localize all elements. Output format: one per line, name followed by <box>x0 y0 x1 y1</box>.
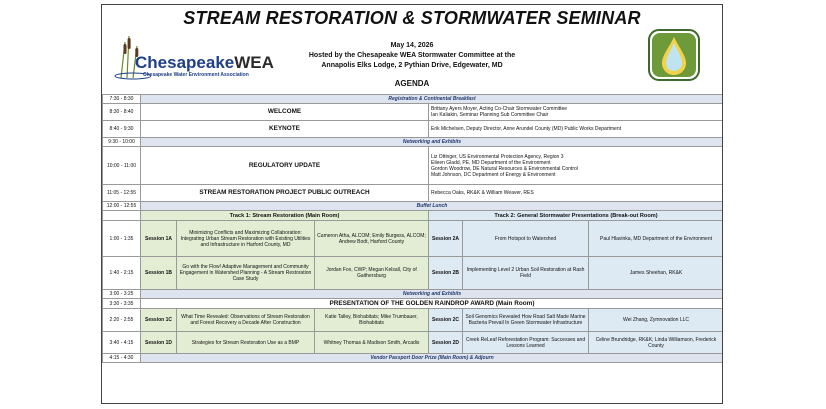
speaker-line: Matt Johnson, DC Department of Energy & Environment <box>431 171 556 178</box>
session-label: Session 1C <box>141 309 177 332</box>
document-header <box>102 5 722 95</box>
session-label: Session 2C <box>429 309 463 332</box>
session-label: Session 2B <box>429 257 463 290</box>
break-band: Vendor Passport Door Prize (Main Room) & Adjourn <box>141 354 724 363</box>
track-header-row <box>103 211 724 221</box>
speaker-line: Rebecca Oaks, RK&K & William Weaver, RES <box>431 190 534 196</box>
session-talk-title: From Hotspot to Watershed <box>463 221 589 257</box>
row-time: 10:00 - 11:00 <box>103 147 141 185</box>
row-time: 8:30 - 8:40 <box>103 104 141 121</box>
session-presenters: Cameron Atha, ALCOM; Emily Burgess, ALCOM; Andrew Bodt, Harford County <box>315 221 429 257</box>
speaker-line: Erik Michelsen, Deputy Director, Anne Arundel County (MD) Public Works Department <box>431 126 621 132</box>
row-time: 4:15 - 4:30 <box>103 354 141 363</box>
agenda-row-welcome <box>103 104 724 121</box>
session-title: REGULATORY UPDATE <box>141 147 429 185</box>
agenda-heading: AGENDA <box>394 79 430 88</box>
session-label: Session 1D <box>141 332 177 354</box>
session-talk-title: What Time Revealed: Observations of Stream Restoration and Forest Recovery a Decade After Construction <box>177 309 315 332</box>
agenda-document <box>101 4 723 404</box>
session-presenters: Wei Zhang, Zymnovation LLC <box>589 309 724 332</box>
seminar-title: STREAM RESTORATION & STORMWATER SEMINAR <box>183 8 641 28</box>
session-talk-title: Soil Genomics Revealed How Road Salt Made Marine Bacteria Prevail In Green Stormwater Infrastructure <box>463 309 589 332</box>
agenda-row-regulatory <box>103 147 724 185</box>
agenda-row-keynote <box>103 121 724 138</box>
agenda-row-adjourn <box>103 354 724 363</box>
row-time: 1:00 - 1:35 <box>103 221 141 257</box>
session-presenters: Celine Brundridge, RK&K; Linda Williamson, Frederick County <box>589 332 724 354</box>
session-title: STREAM RESTORATION PROJECT PUBLIC OUTREACH <box>141 185 429 202</box>
event-host: Hosted by the Chesapeake WEA Stormwater Committee at the <box>308 52 516 59</box>
agenda-row-lunch <box>103 202 724 211</box>
break-band: Networking and Exhibits <box>141 290 724 299</box>
row-time: 3:30 - 3:35 <box>103 299 141 309</box>
session-talk-title: Implementing Level 2 Urban Soil Restoration at Rash Field <box>463 257 589 290</box>
speaker-cell <box>429 147 724 185</box>
break-band: Networking and Exhibits <box>141 138 724 147</box>
agenda-row-registration <box>103 95 724 104</box>
speaker-line: Eileen Gladd, PE, MD Department of the Environment <box>431 159 551 166</box>
row-time: 7:30 - 8:30 <box>103 95 141 104</box>
row-time: 12:00 - 12:55 <box>103 202 141 211</box>
speaker-line: Brittany Ayers Moyer, Acting Co-Chair Stormwater Committee <box>431 106 568 112</box>
row-time: 3:00 - 3:25 <box>103 290 141 299</box>
speaker-cell <box>429 121 724 138</box>
row-time: 8:40 - 9:30 <box>103 121 141 138</box>
row-time <box>103 211 141 221</box>
session-row-c <box>103 309 724 332</box>
break-band: Buffet Lunch <box>141 202 724 211</box>
award-title: PRESENTATION OF THE GOLDEN RAINDROP AWARD (Main Room) <box>141 299 724 309</box>
row-time: 11:05 - 12:55 <box>103 185 141 202</box>
logo-name-part1: Chesapeake <box>135 53 235 72</box>
row-time: 3:40 - 4:15 <box>103 332 141 354</box>
row-time: 1:40 - 2:15 <box>103 257 141 290</box>
session-row-b <box>103 257 724 290</box>
event-venue: Annapolis Elks Lodge, 2 Pythian Drive, Edgewater, MD <box>321 62 503 69</box>
track1-header: Track 1: Stream Restoration (Main Room) <box>141 211 429 221</box>
session-label: Session 1A <box>141 221 177 257</box>
session-label: Session 2D <box>429 332 463 354</box>
row-time: 2:20 - 2:55 <box>103 309 141 332</box>
agenda-table <box>102 94 723 363</box>
session-talk-title: Strategies for Stream Restoration Use as a BMP <box>177 332 315 354</box>
speaker-cell <box>429 185 724 202</box>
agenda-row-networking-2 <box>103 290 724 299</box>
logo-name-part2: WEA <box>234 53 274 72</box>
logo-subtitle: Chesapeake Water Environment Association <box>143 72 249 78</box>
track2-header: Track 2: General Stormwater Presentations (Break-out Room) <box>429 211 724 221</box>
session-presenters: Paul Hlavinka, MD Department of the Environment <box>589 221 724 257</box>
row-time: 9:30 - 10:00 <box>103 138 141 147</box>
event-info <box>102 41 722 71</box>
session-title: WELCOME <box>141 104 429 121</box>
agenda-row-award <box>103 299 724 309</box>
session-label: Session 1B <box>141 257 177 290</box>
session-presenters: Jordan Fox, CWP; Megan Kelsall, City of Gaithersburg <box>315 257 429 290</box>
session-row-a <box>103 221 724 257</box>
session-talk-title: Minimizing Conflicts and Maximizing Collaboration: Integrating Urban Stream Restoration with Existing Utilities and Infrastructure in Harford County, MD <box>177 221 315 257</box>
session-row-d <box>103 332 724 354</box>
speaker-line: Gordon Woodrow, DE Natural Resources & Environmental Control <box>431 165 578 172</box>
event-date: May 14, 2026 <box>390 42 434 49</box>
speaker-cell <box>429 104 724 121</box>
session-presenters: Whitney Thomas & Madison Smith, Arcadis <box>315 332 429 354</box>
session-presenters: James Sheehan, RK&K <box>589 257 724 290</box>
speaker-line: Ian Kaliakin, Seminar Planning Sub Committee Chair <box>431 112 549 118</box>
break-band: Registration & Continental Breakfast <box>141 95 724 104</box>
session-title: KEYNOTE <box>141 121 429 138</box>
session-label: Session 2A <box>429 221 463 257</box>
agenda-row-networking <box>103 138 724 147</box>
speaker-line: Liz Ottinger, US Environmental Protection Agency, Region 3 <box>431 153 564 160</box>
session-presenters: Katie Talley, Biohabitats; Mike Trumbauer, Biohabitats <box>315 309 429 332</box>
session-talk-title: Creek ReLeaf Reforestation Program: Successes and Lessons Learned <box>463 332 589 354</box>
session-talk-title: Go with the Flow! Adaptive Management and Community Engagement in Watershed Planning - A Stream Restoration Case Study <box>177 257 315 290</box>
agenda-row-outreach <box>103 185 724 202</box>
